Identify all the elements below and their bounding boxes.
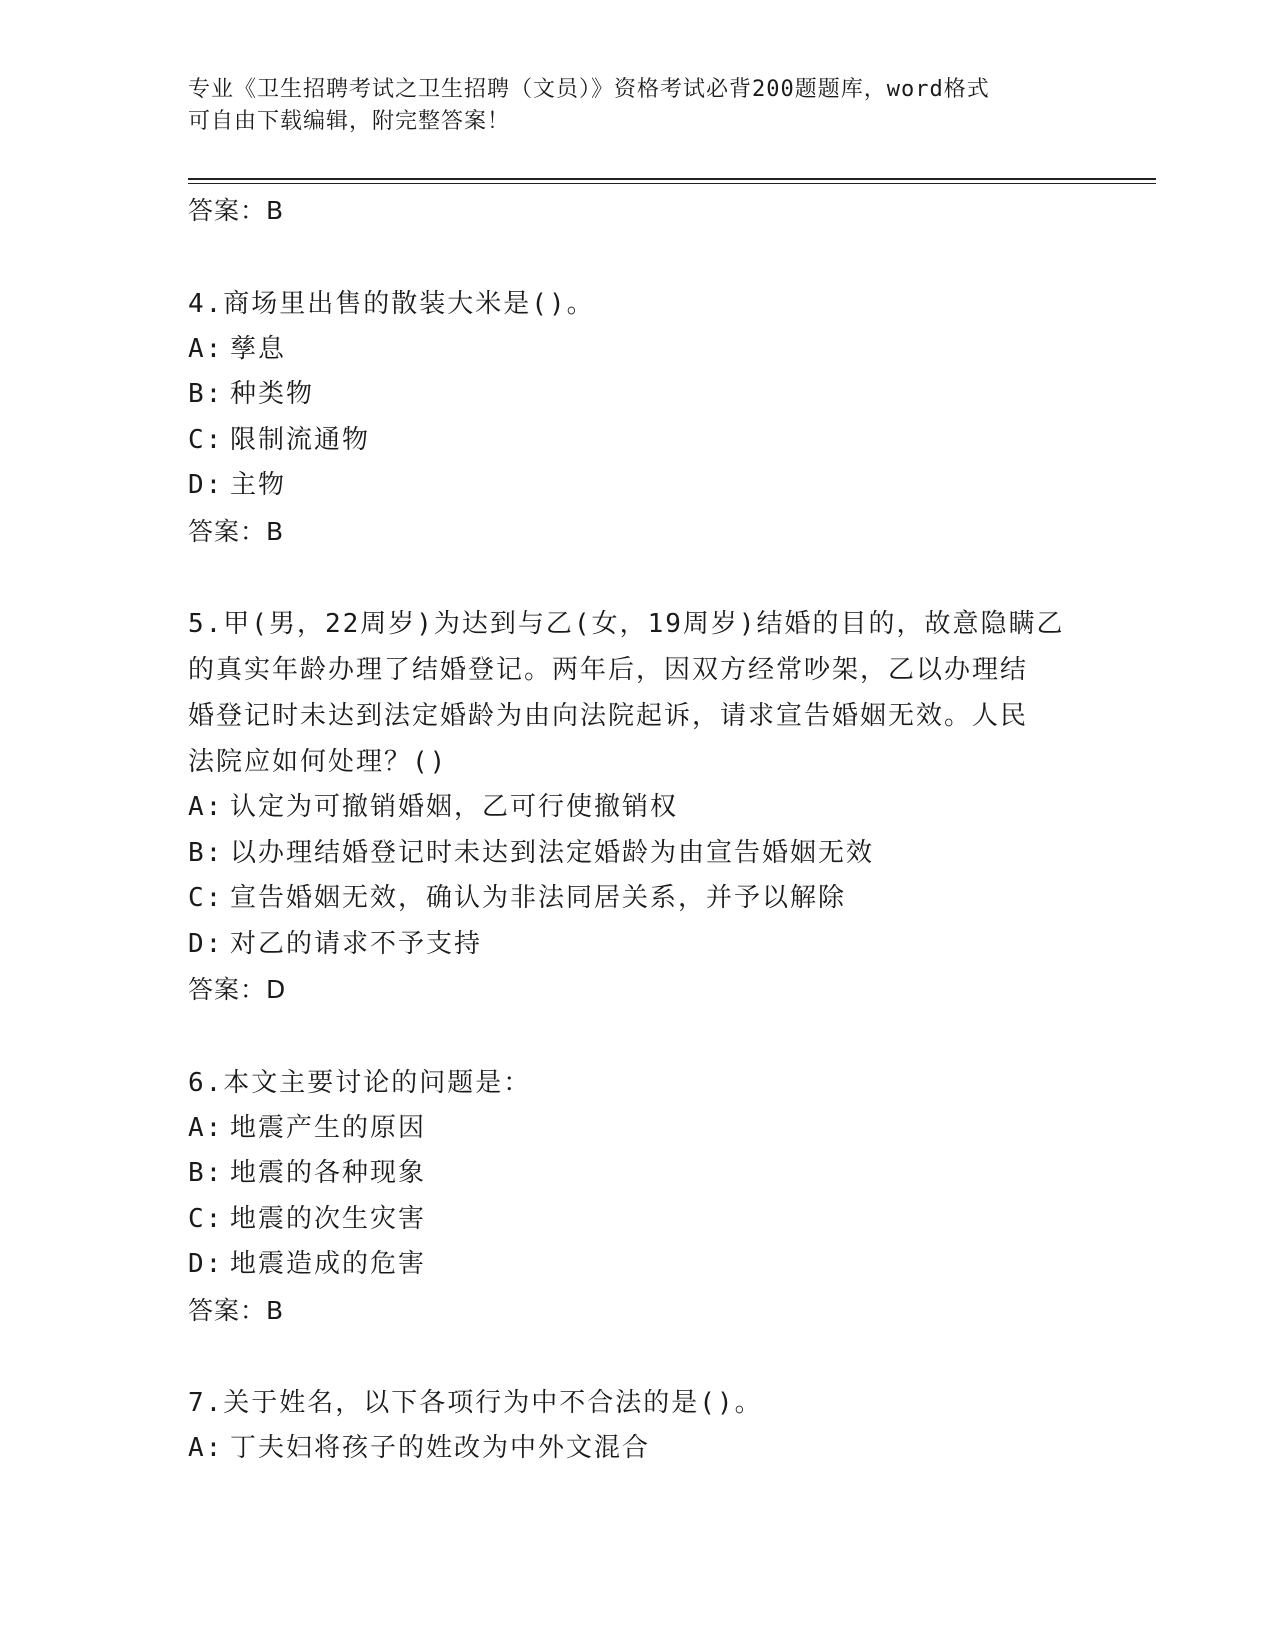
header-divider-thick bbox=[188, 178, 1156, 180]
option-key: C: bbox=[188, 1203, 224, 1234]
question-stem-line: 婚登记时未达到法定婚龄为由向法院起诉，请求宣告婚姻无效。人民 bbox=[188, 701, 1029, 731]
option-key: B: bbox=[188, 837, 224, 868]
option-key: D: bbox=[188, 1249, 224, 1279]
question-5 bbox=[188, 601, 1088, 1013]
spacer bbox=[188, 1013, 1088, 1060]
option-d bbox=[188, 1242, 1088, 1288]
spacer bbox=[188, 554, 1088, 601]
option-text: 地震产生的原因 bbox=[230, 1112, 427, 1143]
option-a bbox=[188, 1426, 1088, 1472]
question-stem-line: 6.本文主要讨论的问题是： bbox=[188, 1067, 532, 1098]
option-text: 认定为可撤销婚姻，乙可行使撤销权 bbox=[230, 792, 679, 822]
question-stem bbox=[188, 1380, 1088, 1426]
option-text: 宣告婚姻无效，确认为非法同居关系，并予以解除 bbox=[230, 883, 847, 913]
answer-line: 答案：D bbox=[188, 975, 287, 1004]
option-key: C: bbox=[188, 424, 224, 455]
option-key: B: bbox=[188, 379, 224, 409]
option-a bbox=[188, 785, 1088, 831]
question-stem-line: 4.商场里出售的散装大米是()。 bbox=[188, 288, 595, 319]
option-text: 地震造成的危害 bbox=[230, 1249, 427, 1279]
option-c bbox=[188, 418, 1088, 464]
option-text: 地震的次生灾害 bbox=[230, 1203, 427, 1234]
option-key: C: bbox=[188, 883, 224, 913]
option-a bbox=[188, 1106, 1088, 1152]
option-key: D: bbox=[188, 470, 224, 500]
question-stem bbox=[188, 1060, 1088, 1106]
option-c bbox=[188, 1197, 1088, 1243]
question-7 bbox=[188, 1380, 1088, 1472]
option-text: 孳息 bbox=[230, 333, 287, 364]
option-b bbox=[188, 372, 1088, 418]
question-stem-line: 法院应如何处理？() bbox=[188, 747, 448, 777]
question-6 bbox=[188, 1060, 1088, 1334]
header-title-line-1: 专业《卫生招聘考试之卫生招聘（文员）》资格考试必背200题题库，word格式 bbox=[188, 77, 990, 102]
option-c bbox=[188, 876, 1088, 922]
option-text: 对乙的请求不予支持 bbox=[230, 928, 483, 959]
option-text: 地震的各种现象 bbox=[230, 1158, 427, 1188]
spacer bbox=[188, 1333, 1088, 1380]
option-d bbox=[188, 922, 1088, 968]
option-key: A: bbox=[188, 1433, 224, 1463]
option-key: B: bbox=[188, 1158, 224, 1188]
document-header bbox=[188, 74, 1068, 138]
question-4 bbox=[188, 281, 1088, 555]
option-b bbox=[188, 831, 1088, 877]
answer-line: 答案：B bbox=[188, 516, 285, 546]
question-stem bbox=[188, 601, 1088, 785]
answer-line: 答案：B bbox=[188, 1295, 285, 1325]
question-stem-line: 5.甲(男，22周岁)为达到与乙(女，19周岁)结婚的目的，故意隐瞒乙 bbox=[188, 609, 1065, 639]
question-list bbox=[188, 188, 1088, 1472]
option-key: A: bbox=[188, 1112, 224, 1143]
question-stem bbox=[188, 281, 1088, 327]
question-stem-line: 的真实年龄办理了结婚登记。两年后，因双方经常吵架，乙以办理结 bbox=[188, 655, 1029, 685]
option-key: D: bbox=[188, 928, 224, 959]
option-text: 丁夫妇将孩子的姓改为中外文混合 bbox=[230, 1433, 651, 1463]
option-text: 以办理结婚登记时未达到法定婚龄为由宣告婚姻无效 bbox=[230, 837, 875, 868]
option-text: 主物 bbox=[230, 470, 287, 500]
question-stem-line: 7.关于姓名，以下各项行为中不合法的是()。 bbox=[188, 1388, 763, 1418]
option-text: 限制流通物 bbox=[230, 424, 371, 455]
option-text: 种类物 bbox=[230, 379, 315, 409]
option-a bbox=[188, 327, 1088, 373]
option-key: A: bbox=[188, 333, 224, 364]
header-divider-thin bbox=[188, 183, 1156, 184]
option-d bbox=[188, 463, 1088, 509]
header-title-line-2: 可自由下载编辑，附完整答案！ bbox=[188, 109, 511, 134]
option-key: A: bbox=[188, 792, 224, 822]
spacer bbox=[188, 234, 1088, 281]
option-b bbox=[188, 1151, 1088, 1197]
previous-answer: 答案：B bbox=[188, 196, 285, 225]
